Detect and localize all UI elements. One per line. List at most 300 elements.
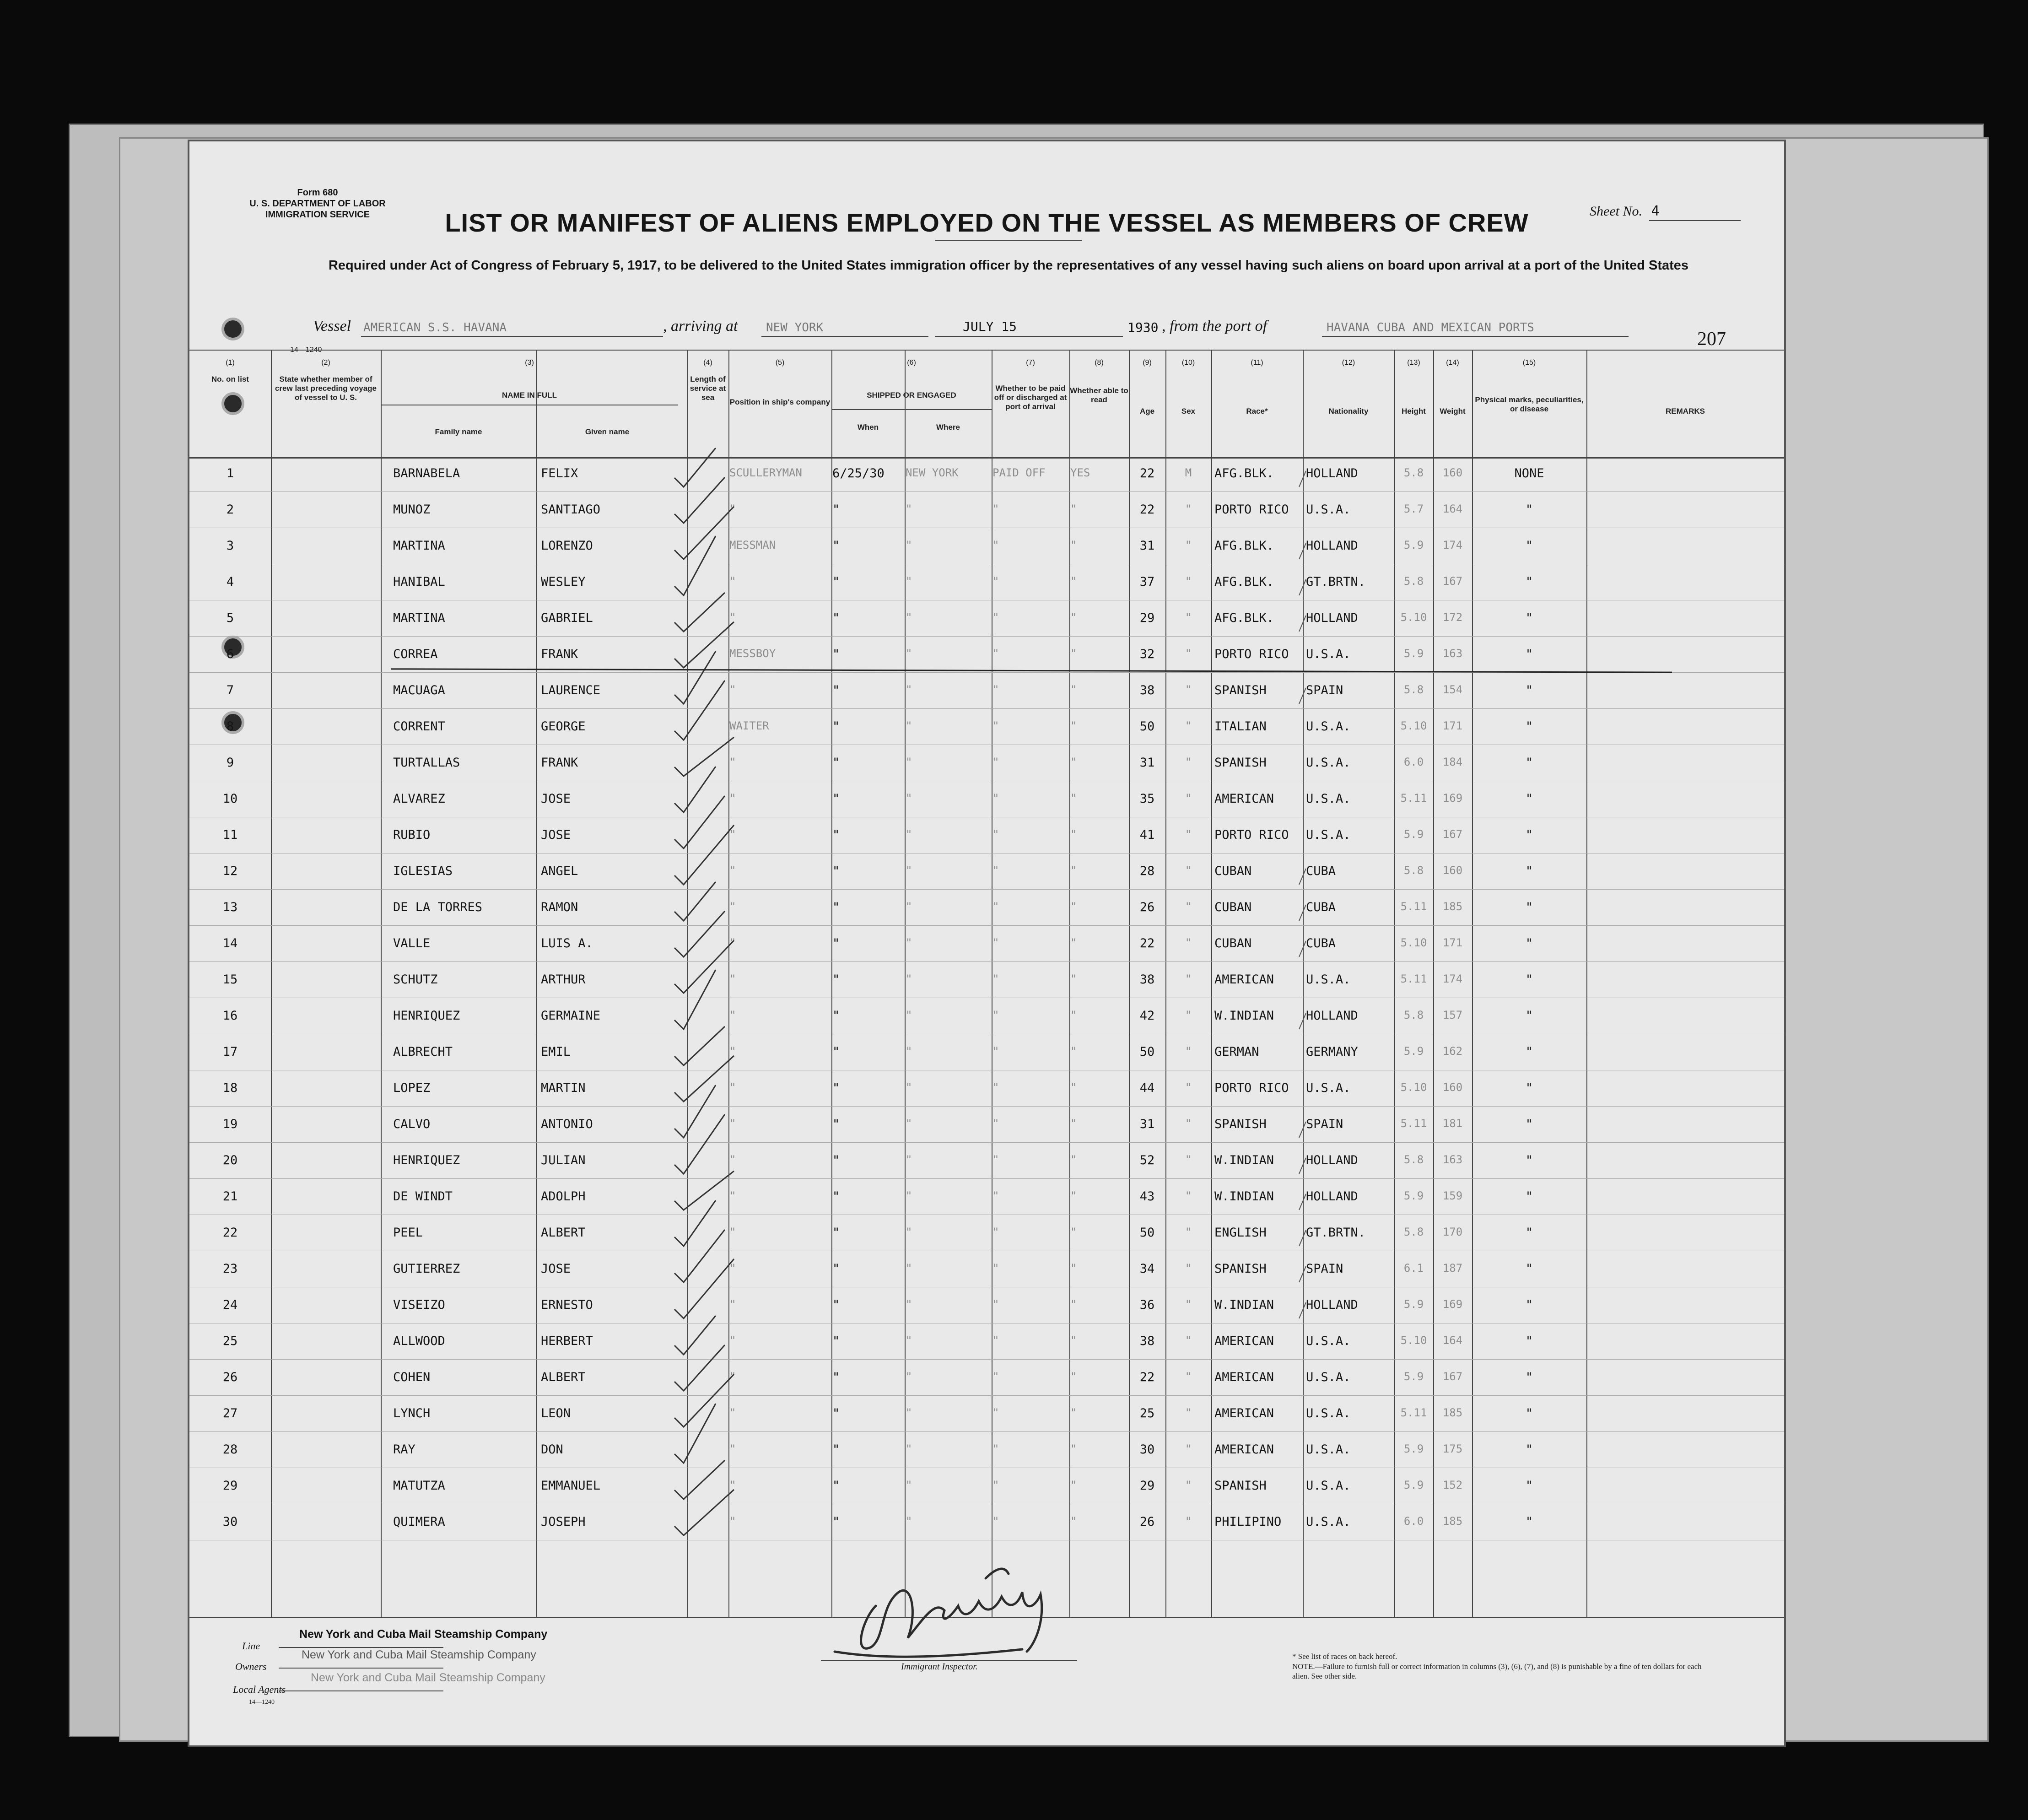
- cell-given: LUIS A.: [541, 936, 593, 951]
- cell-race: AFG.BLK.: [1214, 575, 1274, 589]
- check-mark: [674, 1460, 725, 1499]
- cell-no: 5: [226, 611, 234, 625]
- cell-position: ": [729, 936, 736, 949]
- cell-nat: U.S.A.: [1306, 756, 1351, 770]
- cell-marks: ": [1525, 539, 1533, 553]
- cell-age: 43: [1139, 1189, 1155, 1204]
- cell-weight: 152: [1442, 1479, 1463, 1491]
- check-marks-layer: [189, 350, 1784, 1617]
- cell-where: ": [906, 1045, 912, 1058]
- cell-position: WAITER: [729, 719, 769, 732]
- cell-marks: ": [1525, 1370, 1533, 1384]
- cell-race: AMERICAN: [1214, 1442, 1274, 1457]
- cell-family: PEEL: [393, 1226, 423, 1240]
- cell-where: ": [906, 864, 912, 877]
- cell-height: 5.11: [1400, 1117, 1427, 1130]
- cell-family: RUBIO: [393, 828, 431, 842]
- cell-given: EMMANUEL: [541, 1479, 601, 1493]
- cell-where: ": [906, 683, 912, 696]
- cell-family: CALVO: [393, 1117, 431, 1131]
- cell-position: ": [729, 792, 736, 805]
- cell-nat: U.S.A.: [1306, 502, 1351, 517]
- cell-height: 5.11: [1400, 972, 1427, 985]
- cell-read: ": [1070, 1189, 1077, 1202]
- cell-race: AMERICAN: [1214, 792, 1274, 806]
- cell-height: 5.11: [1400, 1406, 1427, 1419]
- cell-height: 5.9: [1403, 1298, 1424, 1311]
- cell-age: 22: [1139, 936, 1155, 951]
- cell-nat: SPAIN: [1306, 683, 1343, 697]
- check-mark: [674, 970, 716, 1029]
- cell-no: 12: [222, 864, 238, 878]
- cell-age: 26: [1139, 1515, 1155, 1529]
- cell-position: ": [729, 1009, 736, 1021]
- cell-marks: ": [1525, 683, 1533, 697]
- cell-race: W.INDIAN: [1214, 1189, 1274, 1204]
- cell-sex: ": [1185, 1081, 1192, 1094]
- column-number: (1): [226, 359, 235, 367]
- agents-underline: [279, 1690, 443, 1691]
- cell-when: ": [832, 719, 840, 734]
- cell-when: ": [832, 1262, 840, 1276]
- check-mark: [674, 1026, 725, 1065]
- tick-mark: [1299, 1122, 1306, 1138]
- cell-sex: ": [1185, 756, 1192, 768]
- cell-height: 5.10: [1400, 611, 1427, 624]
- cell-family: HANIBAL: [393, 575, 445, 589]
- cell-age: 34: [1139, 1262, 1155, 1276]
- cell-position: ": [729, 756, 736, 768]
- cell-race: AFG.BLK.: [1214, 466, 1274, 481]
- cell-where: ": [906, 792, 912, 805]
- cell-weight: 160: [1442, 864, 1463, 877]
- cell-when: ": [832, 575, 840, 589]
- cell-sex: ": [1185, 1009, 1192, 1021]
- cell-weight: 181: [1442, 1117, 1463, 1130]
- cell-height: 5.8: [1403, 1226, 1424, 1238]
- cell-height: 5.10: [1400, 936, 1427, 949]
- cell-where: ": [906, 1442, 912, 1455]
- cell-sex: ": [1185, 1226, 1192, 1238]
- cell-no: 25: [222, 1334, 238, 1348]
- cell-paid: ": [992, 972, 999, 985]
- cell-weight: 164: [1442, 502, 1463, 515]
- cell-nat: U.S.A.: [1306, 792, 1351, 806]
- cell-read: ": [1070, 539, 1077, 551]
- cell-family: BARNABELA: [393, 466, 460, 481]
- cell-age: 31: [1139, 756, 1155, 770]
- cell-when: ": [832, 683, 840, 697]
- cell-where: ": [906, 1153, 912, 1166]
- from-label: , from the port of: [1162, 318, 1268, 335]
- cell-race: AFG.BLK.: [1214, 611, 1274, 625]
- check-mark: [674, 1230, 725, 1282]
- cell-where: ": [906, 1479, 912, 1491]
- cell-weight: 167: [1442, 1370, 1463, 1383]
- column-number: (3): [525, 359, 534, 367]
- check-mark: [674, 882, 716, 921]
- cell-weight: 185: [1442, 900, 1463, 913]
- cell-no: 8: [226, 719, 234, 734]
- cell-paid: ": [992, 792, 999, 805]
- cell-marks: ": [1525, 828, 1533, 842]
- cell-age: 50: [1139, 719, 1155, 734]
- cell-weight: 170: [1442, 1226, 1463, 1238]
- cell-when: ": [832, 1117, 840, 1131]
- cell-race: W.INDIAN: [1214, 1009, 1274, 1023]
- cell-height: 6.0: [1403, 1515, 1424, 1528]
- line-label: Line: [242, 1640, 260, 1652]
- tick-mark: [1299, 941, 1306, 957]
- cell-sex: ": [1185, 539, 1192, 551]
- cell-paid: ": [992, 936, 999, 949]
- agents-code: 14—1240: [249, 1699, 275, 1706]
- cell-when: ": [832, 1406, 840, 1420]
- cell-marks: ": [1525, 792, 1533, 806]
- cell-weight: 184: [1442, 756, 1463, 768]
- check-mark: [674, 651, 716, 704]
- cell-height: 5.8: [1403, 683, 1424, 696]
- cell-weight: 169: [1442, 1298, 1463, 1311]
- cell-family: MARTINA: [393, 539, 445, 553]
- cell-no: 3: [226, 539, 234, 553]
- cell-position: ": [729, 1153, 736, 1166]
- races-note: * See list of races on back hereof.: [1292, 1652, 1397, 1661]
- cell-read: ": [1070, 647, 1077, 660]
- check-mark: [674, 536, 716, 595]
- cell-weight: 160: [1442, 1081, 1463, 1094]
- cell-weight: 167: [1442, 828, 1463, 841]
- cell-weight: 174: [1442, 539, 1463, 551]
- cell-no: 15: [222, 972, 238, 987]
- cell-nat: HOLLAND: [1306, 1298, 1358, 1312]
- cell-height: 5.8: [1403, 1153, 1424, 1166]
- cell-age: 22: [1139, 502, 1155, 517]
- cell-height: 5.9: [1403, 647, 1424, 660]
- cell-given: JULIAN: [541, 1153, 586, 1167]
- cell-family: QUIMERA: [393, 1515, 445, 1529]
- owners-label: Owners: [235, 1661, 267, 1672]
- cell-race: AMERICAN: [1214, 972, 1274, 987]
- cell-height: 5.9: [1403, 828, 1424, 841]
- cell-family: VISEIZO: [393, 1298, 445, 1312]
- cell-family: DE WINDT: [393, 1189, 453, 1204]
- cell-paid: ": [992, 1298, 999, 1311]
- column-number: (6): [907, 359, 916, 367]
- cell-position: ": [729, 828, 736, 841]
- check-mark: [674, 622, 734, 668]
- cell-when: ": [832, 1045, 840, 1059]
- cell-position: SCULLERYMAN: [729, 466, 802, 479]
- cell-marks: ": [1525, 1189, 1533, 1204]
- cell-where: ": [906, 1009, 912, 1021]
- cell-height: 5.10: [1400, 1334, 1427, 1347]
- cell-given: FELIX: [541, 466, 578, 481]
- cell-where: ": [906, 1515, 912, 1528]
- cell-nat: HOLLAND: [1306, 539, 1358, 553]
- cell-given: ALBERT: [541, 1226, 586, 1240]
- cell-read: ": [1070, 1262, 1077, 1275]
- cell-read: ": [1070, 1370, 1077, 1383]
- cell-marks: ": [1525, 502, 1533, 517]
- cell-marks: ": [1525, 1009, 1533, 1023]
- cell-no: 21: [222, 1189, 238, 1204]
- cell-when: ": [832, 1370, 840, 1384]
- cell-where: ": [906, 1334, 912, 1347]
- cell-family: ALBRECHT: [393, 1045, 453, 1059]
- header-given-name: Given name: [585, 427, 630, 436]
- cell-given: ALBERT: [541, 1370, 586, 1384]
- cell-paid: ": [992, 900, 999, 913]
- cell-height: 5.11: [1400, 900, 1427, 913]
- cell-no: 19: [222, 1117, 238, 1131]
- cell-weight: 174: [1442, 972, 1463, 985]
- cell-position: ": [729, 1189, 736, 1202]
- cell-when: ": [832, 1334, 840, 1348]
- cell-nat: HOLLAND: [1306, 1009, 1358, 1023]
- cell-given: LORENZO: [541, 539, 593, 553]
- cell-weight: 171: [1442, 719, 1463, 732]
- cell-sex: ": [1185, 502, 1192, 515]
- cell-nat: HOLLAND: [1306, 611, 1358, 625]
- check-mark: [674, 507, 734, 559]
- cell-paid: ": [992, 1515, 999, 1528]
- cell-age: 32: [1139, 647, 1155, 661]
- cell-family: MARTINA: [393, 611, 445, 625]
- check-mark: [674, 940, 734, 993]
- cell-read: ": [1070, 1298, 1077, 1311]
- department: U. S. DEPARTMENT OF LABOR: [249, 199, 386, 209]
- cell-marks: ": [1525, 972, 1533, 987]
- port-value: HAVANA CUBA AND MEXICAN PORTS: [1327, 321, 1534, 335]
- cell-sex: ": [1185, 1370, 1192, 1383]
- cell-sex: ": [1185, 1479, 1192, 1491]
- cell-marks: ": [1525, 1045, 1533, 1059]
- cell-nat: U.S.A.: [1306, 1515, 1351, 1529]
- cell-race: CUBAN: [1214, 936, 1252, 951]
- cell-no: 22: [222, 1226, 238, 1240]
- header-age: Age: [1139, 407, 1155, 416]
- cell-height: 5.8: [1403, 1009, 1424, 1021]
- cell-paid: ": [992, 647, 999, 660]
- cell-when: ": [832, 900, 840, 914]
- cell-position: ": [729, 1045, 736, 1058]
- cell-age: 26: [1139, 900, 1155, 914]
- cell-race: ENGLISH: [1214, 1226, 1267, 1240]
- cell-age: 29: [1139, 1479, 1155, 1493]
- header-able-to-read: Whether able to read: [1070, 386, 1128, 404]
- cell-given: FRANK: [541, 756, 578, 770]
- inspector-signature: [821, 1551, 1077, 1665]
- cell-weight: 171: [1442, 936, 1463, 949]
- cell-paid: ": [992, 1117, 999, 1130]
- cell-age: 44: [1139, 1081, 1155, 1095]
- tick-mark: [1299, 579, 1306, 595]
- cell-when: ": [832, 1515, 840, 1529]
- check-mark: [674, 737, 734, 776]
- cell-height: 6.1: [1403, 1262, 1424, 1275]
- cell-position: ": [729, 1298, 736, 1311]
- tick-mark: [1299, 1158, 1306, 1174]
- owners-underline: [279, 1668, 443, 1669]
- date-underline: [935, 336, 1123, 337]
- check-mark: [674, 1114, 725, 1174]
- cell-given: LEON: [541, 1406, 571, 1420]
- cell-sex: ": [1185, 1262, 1192, 1275]
- cell-read: ": [1070, 900, 1077, 913]
- cell-sex: ": [1185, 792, 1192, 805]
- cell-read: ": [1070, 936, 1077, 949]
- cell-age: 30: [1139, 1442, 1155, 1457]
- column-number: (15): [1522, 359, 1536, 367]
- cell-family: COHEN: [393, 1370, 431, 1384]
- check-mark: [674, 1085, 716, 1138]
- cell-position: ": [729, 1262, 736, 1275]
- cell-position: ": [729, 1081, 736, 1094]
- cell-read: ": [1070, 1442, 1077, 1455]
- cell-height: 5.9: [1403, 1479, 1424, 1491]
- cell-sex: ": [1185, 864, 1192, 877]
- page-title: LIST OR MANIFEST OF ALIENS EMPLOYED ON THE VESSEL AS MEMBERS OF CREW: [445, 208, 1529, 237]
- cell-no: 29: [222, 1479, 238, 1493]
- cell-given: RAMON: [541, 900, 578, 914]
- cell-weight: 169: [1442, 792, 1463, 805]
- cell-family: IGLESIAS: [393, 864, 453, 878]
- cell-weight: 167: [1442, 575, 1463, 588]
- cell-marks: ": [1525, 719, 1533, 734]
- cell-position: ": [729, 1117, 736, 1130]
- date-value: JULY 15: [963, 319, 1017, 334]
- cell-race: PORTO RICO: [1214, 1081, 1289, 1095]
- cell-where: ": [906, 647, 912, 660]
- cell-family: MATUTZA: [393, 1479, 445, 1493]
- cell-when: ": [832, 828, 840, 842]
- cell-paid: ": [992, 1479, 999, 1491]
- header-sex: Sex: [1181, 407, 1196, 416]
- check-mark: [674, 1490, 734, 1535]
- cell-given: GABRIEL: [541, 611, 593, 625]
- cell-marks: ": [1525, 1081, 1533, 1095]
- cell-sex: ": [1185, 972, 1192, 985]
- cell-paid: ": [992, 1009, 999, 1021]
- cell-paid: ": [992, 683, 999, 696]
- check-mark: [674, 1316, 716, 1355]
- cell-height: 5.7: [1403, 502, 1424, 515]
- check-mark: [674, 1374, 734, 1427]
- check-mark: [674, 796, 725, 848]
- cell-no: 24: [222, 1298, 238, 1312]
- cell-age: 25: [1139, 1406, 1155, 1420]
- cell-nat: CUBA: [1306, 864, 1336, 878]
- tick-mark: [1299, 1302, 1306, 1318]
- title-underline: [935, 240, 1082, 241]
- cell-height: 5.9: [1403, 1189, 1424, 1202]
- header-shipped: SHIPPED OR ENGAGED: [867, 391, 956, 400]
- cell-when: ": [832, 1298, 840, 1312]
- cell-height: 5.9: [1403, 1370, 1424, 1383]
- cell-where: ": [906, 756, 912, 768]
- cell-age: 36: [1139, 1298, 1155, 1312]
- check-mark: [674, 1345, 725, 1391]
- check-mark: [674, 911, 725, 957]
- cell-race: AMERICAN: [1214, 1334, 1274, 1348]
- cell-no: 1: [226, 466, 234, 481]
- cell-race: AMERICAN: [1214, 1406, 1274, 1420]
- cell-no: 30: [222, 1515, 238, 1529]
- cell-race: SPANISH: [1214, 1479, 1267, 1493]
- tick-mark: [1299, 688, 1306, 704]
- cell-given: FRANK: [541, 647, 578, 661]
- cell-nat: CUBA: [1306, 936, 1336, 951]
- column-number: (12): [1342, 359, 1355, 367]
- cell-no: 11: [222, 828, 238, 842]
- arriving-value: NEW YORK: [766, 321, 824, 335]
- cell-read: ": [1070, 719, 1077, 732]
- cell-height: 5.11: [1400, 792, 1427, 805]
- cell-read: ": [1070, 1515, 1077, 1528]
- cell-where: ": [906, 1081, 912, 1094]
- cell-paid: ": [992, 539, 999, 551]
- arriving-underline: [761, 336, 928, 337]
- cell-no: 27: [222, 1406, 238, 1420]
- cell-given: EMIL: [541, 1045, 571, 1059]
- cell-height: 5.9: [1403, 1045, 1424, 1058]
- cell-sex: ": [1185, 1442, 1192, 1455]
- owners-value: New York and Cuba Mail Steamship Company: [302, 1648, 536, 1661]
- cell-marks: ": [1525, 1226, 1533, 1240]
- cell-read: ": [1070, 1226, 1077, 1238]
- cell-weight: 187: [1442, 1262, 1463, 1275]
- cell-no: 13: [222, 900, 238, 914]
- cell-no: 4: [226, 575, 234, 589]
- cell-when: ": [832, 1479, 840, 1493]
- cell-sex: ": [1185, 1045, 1192, 1058]
- cell-sex: M: [1185, 466, 1192, 479]
- cell-nat: U.S.A.: [1306, 828, 1351, 842]
- cell-paid: ": [992, 1045, 999, 1058]
- cell-given: LAURENCE: [541, 683, 601, 697]
- cell-weight: 163: [1442, 1153, 1463, 1166]
- cell-marks: ": [1525, 611, 1533, 625]
- cell-where: ": [906, 1189, 912, 1202]
- cell-height: 5.9: [1403, 539, 1424, 551]
- cell-where: ": [906, 1117, 912, 1130]
- header-position: Position in ship's company: [729, 398, 831, 406]
- cell-read: ": [1070, 972, 1077, 985]
- cell-paid: ": [992, 1153, 999, 1166]
- header-remarks: REMARKS: [1666, 407, 1705, 416]
- cell-given: MARTIN: [541, 1081, 586, 1095]
- cell-sex: ": [1185, 647, 1192, 660]
- cell-paid: ": [992, 1189, 999, 1202]
- cell-where: ": [906, 972, 912, 985]
- cell-family: DE LA TORRES: [393, 900, 483, 914]
- cell-nat: HOLLAND: [1306, 1189, 1358, 1204]
- cell-read: ": [1070, 683, 1077, 696]
- cell-marks: ": [1525, 756, 1533, 770]
- cell-no: 14: [222, 936, 238, 951]
- cell-sex: ": [1185, 1189, 1192, 1202]
- cell-given: JOSE: [541, 792, 571, 806]
- cell-where: ": [906, 1226, 912, 1238]
- cell-read: ": [1070, 756, 1077, 768]
- arriving-label: , arriving at: [663, 318, 738, 335]
- cell-when: ": [832, 936, 840, 951]
- cell-marks: ": [1525, 936, 1533, 951]
- cell-read: ": [1070, 864, 1077, 877]
- cell-paid: ": [992, 1226, 999, 1238]
- cell-where: ": [906, 1406, 912, 1419]
